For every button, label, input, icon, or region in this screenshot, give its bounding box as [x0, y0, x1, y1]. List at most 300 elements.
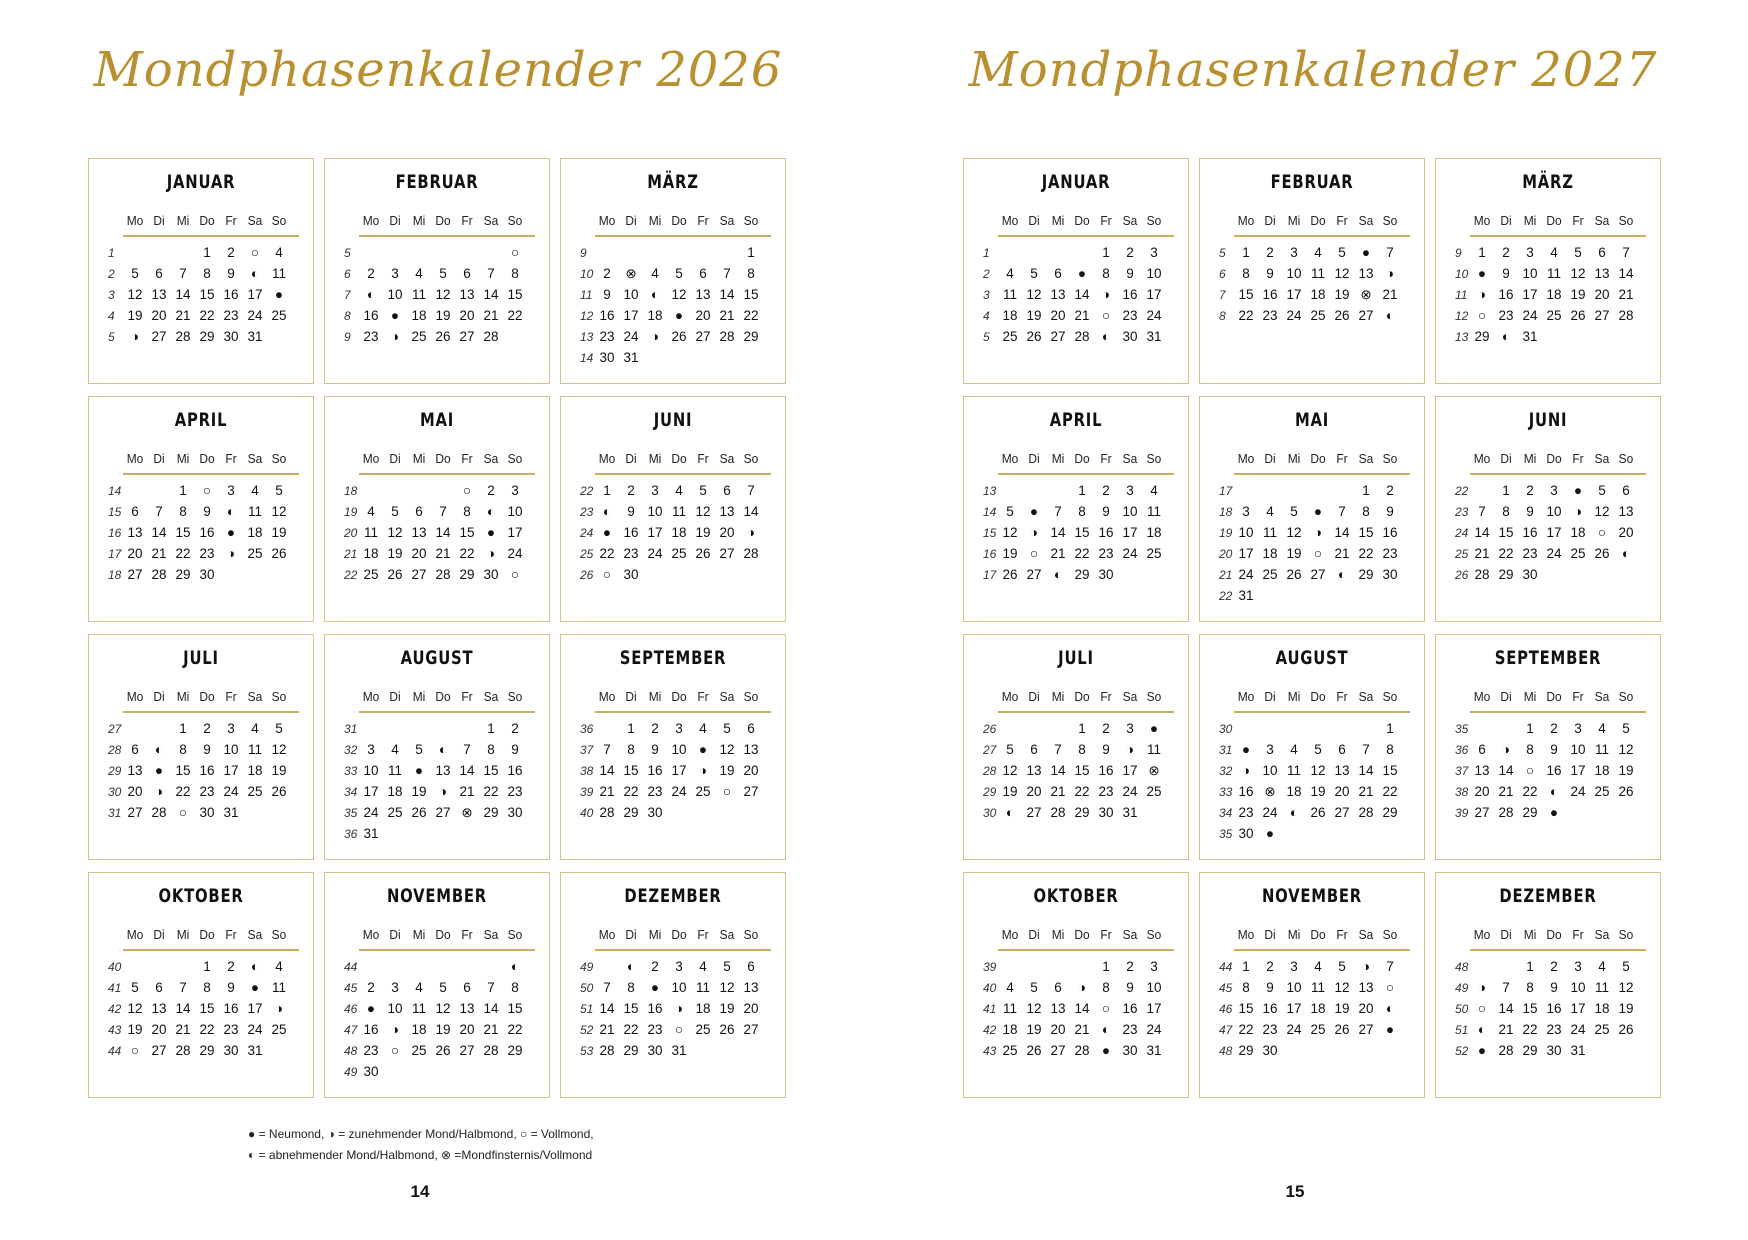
day-cell: 20 [1594, 287, 1610, 302]
day-cell [1566, 565, 1590, 585]
weekday-label: Di [1028, 451, 1040, 466]
day-cell: 16 [1238, 784, 1254, 799]
page-number: 14 [410, 1182, 430, 1201]
day-cell: 22 [1238, 1022, 1254, 1037]
day-cell: 31 [671, 1043, 687, 1058]
day-cell: 5 [723, 959, 731, 974]
day-cell: 23 [623, 546, 639, 561]
day-cell: 1 [1386, 721, 1394, 736]
week-row [575, 761, 775, 781]
day-cell: 25 [695, 1022, 711, 1037]
week-number: 21 [1219, 568, 1233, 582]
day-cell [1282, 719, 1306, 739]
day-cell: 15 [483, 763, 499, 778]
day-cell: ● [1477, 266, 1487, 281]
day-cell: 28 [1074, 1043, 1090, 1058]
week-number: 22 [1219, 589, 1233, 603]
day-cell [1046, 719, 1070, 739]
day-cell: 20 [1050, 308, 1066, 323]
day-cell: 2 [1386, 483, 1394, 498]
weekday-label: Sa [483, 927, 499, 942]
day-cell: 1 [1362, 483, 1370, 498]
day-cell: ○ [510, 245, 520, 260]
week-number: 5 [108, 330, 115, 344]
week-number: 5 [983, 330, 990, 344]
day-cell: 15 [1238, 287, 1254, 302]
week-number: 42 [983, 1023, 997, 1037]
week-row [1450, 740, 1650, 760]
day-cell: 19 [1618, 763, 1634, 778]
day-cell: 1 [1078, 483, 1086, 498]
weekday-label: Fr [697, 689, 709, 704]
day-cell: 7 [723, 266, 731, 281]
day-cell: 5 [415, 742, 423, 757]
month-card [963, 396, 1189, 622]
day-cell: ⊗ [625, 266, 637, 281]
week-number: 11 [580, 288, 593, 302]
day-cell: 4 [1266, 504, 1274, 519]
day-cell: 16 [223, 287, 239, 302]
week-row [339, 481, 539, 501]
week-row [339, 803, 539, 823]
day-cell: ◐ [1385, 308, 1395, 323]
day-cell [1614, 1041, 1638, 1061]
day-cell: 12 [271, 742, 287, 757]
day-cell: ● [226, 525, 236, 540]
day-cell: 21 [599, 1022, 615, 1037]
day-cell: 7 [747, 483, 755, 498]
weekday-label: Mo [1001, 689, 1019, 704]
day-cell: 28 [151, 805, 167, 820]
week-number: 10 [580, 267, 594, 281]
day-cell: 7 [179, 980, 187, 995]
day-cell: 19 [695, 525, 711, 540]
day-cell: 17 [1286, 287, 1302, 302]
weekday-label: So [507, 689, 523, 704]
day-cell [715, 243, 739, 263]
day-cell: 26 [1334, 308, 1350, 323]
day-cell: 2 [511, 721, 519, 736]
day-cell: 11 [1262, 525, 1277, 540]
day-cell [715, 565, 739, 585]
week-number: 8 [1219, 309, 1226, 323]
day-cell: 21 [1474, 546, 1490, 561]
day-cell: ◑ [1313, 525, 1323, 540]
month-name: MAI [419, 409, 455, 431]
day-cell [1542, 565, 1566, 585]
day-cell [1022, 719, 1046, 739]
weekday-label: Do [199, 689, 215, 704]
day-cell: 17 [1146, 1001, 1162, 1016]
day-cell: ○ [1385, 980, 1395, 995]
day-cell: 27 [1026, 805, 1042, 820]
week-number: 51 [580, 1002, 594, 1016]
day-cell [739, 1041, 763, 1061]
day-cell: ● [1029, 504, 1039, 519]
week-row [575, 285, 775, 305]
day-cell: 15 [1238, 1001, 1254, 1016]
day-cell: 26 [1594, 546, 1610, 561]
day-cell: 3 [1266, 742, 1274, 757]
day-cell [1354, 719, 1378, 739]
day-cell [407, 1062, 431, 1082]
day-cell: 26 [1310, 805, 1326, 820]
weekday-label: Mi [1051, 213, 1065, 228]
week-number: 17 [983, 568, 997, 582]
day-cell: 19 [1310, 784, 1326, 799]
day-cell: 8 [1526, 980, 1534, 995]
day-cell: 31 [1146, 1043, 1162, 1058]
week-row [339, 782, 539, 802]
week-row [1450, 1041, 1650, 1061]
day-cell: 24 [647, 546, 663, 561]
day-cell: 9 [1550, 980, 1558, 995]
day-cell: ● [1549, 805, 1559, 820]
day-cell [667, 565, 691, 585]
day-cell: 17 [1122, 763, 1138, 778]
day-cell: 30 [1122, 329, 1138, 344]
day-cell: ● [650, 980, 660, 995]
day-cell: 24 [1238, 567, 1254, 582]
day-cell: 3 [391, 980, 399, 995]
day-cell: 9 [511, 742, 519, 757]
day-cell: 3 [227, 483, 235, 498]
legend-line: ● = Neumond, ◑ = zunehmender Mond/Halbmond, ○ = Vollmond, [248, 1127, 594, 1141]
day-cell: 5 [1338, 959, 1346, 974]
week-number: 43 [108, 1023, 122, 1037]
week-number: 37 [580, 743, 594, 757]
weekday-label: So [743, 213, 759, 228]
weekday-label: Sa [1122, 451, 1138, 466]
day-cell: 11 [363, 525, 378, 540]
day-cell [1330, 719, 1354, 739]
week-row [978, 978, 1178, 998]
header-rule [123, 473, 299, 475]
weekday-header [1214, 689, 1414, 705]
day-cell [243, 565, 267, 585]
day-cell: 5 [275, 721, 283, 736]
day-cell: 4 [699, 959, 707, 974]
day-cell: 17 [1238, 546, 1254, 561]
header-rule [998, 473, 1174, 475]
header-rule [998, 235, 1174, 237]
day-cell: 2 [227, 959, 235, 974]
weekday-header [1214, 451, 1414, 467]
day-cell: 2 [1102, 483, 1110, 498]
day-cell [1046, 957, 1070, 977]
header-rule [1470, 711, 1646, 713]
day-cell: 10 [1570, 980, 1586, 995]
week-number: 36 [344, 827, 358, 841]
week-number: 51 [1455, 1023, 1469, 1037]
day-cell: 25 [411, 329, 427, 344]
day-cell: 23 [1522, 546, 1538, 561]
month-card [1435, 872, 1661, 1098]
week-number: 45 [1219, 981, 1233, 995]
day-cell: 5 [1574, 245, 1582, 260]
week-number: 31 [108, 806, 122, 820]
day-cell: 24 [1522, 308, 1538, 323]
day-cell: 11 [695, 980, 710, 995]
week-number: 41 [983, 1002, 997, 1016]
month-card [324, 396, 550, 622]
day-cell: 4 [415, 980, 423, 995]
day-cell: ◐ [602, 504, 612, 519]
weekday-label: Do [1074, 213, 1090, 228]
day-cell: 19 [435, 1022, 451, 1037]
day-cell [595, 957, 619, 977]
day-cell: 30 [1098, 567, 1114, 582]
week-number: 15 [108, 505, 122, 519]
day-cell [383, 957, 407, 977]
day-cell: 6 [1030, 742, 1038, 757]
weekday-label: Mi [412, 927, 426, 942]
week-number: 16 [983, 547, 997, 561]
day-cell: 25 [1310, 308, 1326, 323]
day-cell: 12 [1002, 763, 1018, 778]
weekday-label: Sa [247, 213, 263, 228]
day-cell: 24 [623, 329, 639, 344]
day-cell: ◐ [226, 504, 236, 519]
month-card [1199, 634, 1425, 860]
day-cell [715, 348, 739, 368]
day-cell: 30 [223, 1043, 239, 1058]
day-cell: 6 [1598, 245, 1606, 260]
weekday-label: Fr [225, 689, 237, 704]
day-cell: 14 [1498, 1001, 1514, 1016]
day-cell [1258, 719, 1282, 739]
week-number: 48 [1455, 960, 1469, 974]
weekday-header [1214, 213, 1414, 229]
day-cell: 27 [1594, 308, 1610, 323]
weekday-label: So [743, 927, 759, 942]
day-cell: 10 [671, 742, 687, 757]
day-cell: 2 [367, 980, 375, 995]
day-cell: 25 [411, 1043, 427, 1058]
day-cell: ◑ [650, 329, 660, 344]
weekday-header [1450, 213, 1650, 229]
day-cell: 22 [1382, 784, 1398, 799]
week-number: 9 [580, 246, 587, 260]
day-cell: 12 [1570, 266, 1586, 281]
weekday-label: Di [625, 927, 637, 942]
weekday-header [575, 689, 775, 705]
weekday-header [978, 927, 1178, 943]
day-cell: 27 [1474, 805, 1490, 820]
day-cell: ⊗ [461, 805, 473, 820]
weekday-label: So [743, 451, 759, 466]
week-row [1214, 1020, 1414, 1040]
week-row [339, 1020, 539, 1040]
day-cell: 3 [1150, 245, 1158, 260]
day-cell: 19 [127, 1022, 143, 1037]
week-row [103, 978, 303, 998]
day-cell: 5 [1290, 504, 1298, 519]
week-row [1450, 544, 1650, 564]
weekday-label: Mo [598, 927, 616, 942]
day-cell: 8 [747, 266, 755, 281]
day-cell: 28 [483, 1043, 499, 1058]
day-cell: 1 [1526, 721, 1534, 736]
day-cell: 1 [1102, 959, 1110, 974]
page-2027 [963, 0, 1663, 1240]
week-number: 52 [1455, 1044, 1469, 1058]
day-cell [1542, 327, 1566, 347]
day-cell: 10 [623, 287, 639, 302]
week-number: 13 [1455, 330, 1469, 344]
week-number: 50 [1455, 1002, 1469, 1016]
day-cell: 30 [199, 567, 215, 582]
day-cell: 20 [1334, 784, 1350, 799]
weekday-label: Mo [1001, 451, 1019, 466]
day-cell [1070, 957, 1094, 977]
day-cell: 1 [1102, 245, 1110, 260]
weekday-label: Do [435, 689, 451, 704]
month-name: OKTOBER [1033, 885, 1119, 907]
day-cell: 10 [1122, 504, 1138, 519]
day-cell: ◑ [390, 329, 400, 344]
weekday-label: Mi [1523, 213, 1537, 228]
day-cell: 14 [1050, 763, 1066, 778]
day-cell [407, 481, 431, 501]
day-cell: 10 [1262, 763, 1278, 778]
week-number: 38 [580, 764, 594, 778]
day-cell: 5 [1338, 245, 1346, 260]
week-row [1450, 719, 1650, 739]
day-cell: 13 [1358, 980, 1374, 995]
week-row [339, 999, 539, 1019]
day-cell: 18 [647, 308, 663, 323]
day-cell: 26 [1026, 1043, 1042, 1058]
month-name: FEBRUAR [1270, 171, 1354, 193]
week-number: 33 [1219, 785, 1233, 799]
weekday-label: Fr [1100, 213, 1112, 228]
week-row [575, 957, 775, 977]
week-number: 35 [344, 806, 358, 820]
day-cell: 28 [599, 805, 615, 820]
day-cell: ◑ [1501, 742, 1511, 757]
day-cell: 1 [487, 721, 495, 736]
day-cell: 13 [1050, 1001, 1066, 1016]
day-cell: 2 [1102, 721, 1110, 736]
week-number: 44 [344, 960, 358, 974]
weekday-label: Mi [648, 451, 662, 466]
day-cell: 21 [1358, 784, 1374, 799]
day-cell: 3 [511, 483, 519, 498]
day-cell: 26 [1026, 329, 1042, 344]
day-cell [383, 1062, 407, 1082]
week-row [103, 264, 303, 284]
day-cell: 12 [1334, 266, 1350, 281]
day-cell: 19 [127, 308, 143, 323]
week-row [1214, 565, 1414, 585]
day-cell: ○ [1597, 525, 1607, 540]
day-cell: 13 [1358, 266, 1374, 281]
week-number: 7 [344, 288, 351, 302]
day-cell: 12 [1310, 763, 1326, 778]
day-cell: 13 [151, 287, 167, 302]
day-cell: 13 [127, 525, 143, 540]
day-cell [1590, 327, 1614, 347]
day-cell: 28 [175, 329, 191, 344]
day-cell: 1 [203, 245, 211, 260]
week-row [103, 243, 303, 263]
week-row [575, 502, 775, 522]
day-cell: 17 [1570, 1001, 1586, 1016]
day-cell: 30 [1522, 567, 1538, 582]
day-cell: 2 [367, 266, 375, 281]
day-cell: 25 [271, 1022, 287, 1037]
day-cell: 19 [271, 763, 287, 778]
day-cell: ◐ [438, 742, 448, 757]
day-cell: 16 [1098, 525, 1114, 540]
day-cell: 4 [1006, 266, 1014, 281]
day-cell: ◐ [1549, 784, 1559, 799]
day-cell: 23 [647, 784, 663, 799]
header-rule [359, 235, 535, 237]
day-cell: 6 [463, 266, 471, 281]
weekday-label: So [1146, 451, 1162, 466]
day-cell: 24 [1570, 1022, 1586, 1037]
week-number: 17 [1219, 484, 1233, 498]
week-number: 39 [580, 785, 594, 799]
day-cell: 28 [1474, 567, 1490, 582]
day-cell: 20 [1050, 1022, 1066, 1037]
day-cell: ◑ [274, 1001, 284, 1016]
day-cell: 8 [1386, 742, 1394, 757]
week-number: 25 [1455, 547, 1469, 561]
day-cell: 30 [623, 567, 639, 582]
weekday-label: Fr [697, 213, 709, 228]
day-cell: ⊗ [1148, 763, 1160, 778]
weekday-label: Mo [1237, 689, 1255, 704]
day-cell: 16 [1098, 763, 1114, 778]
week-row [1214, 999, 1414, 1019]
day-cell: 8 [511, 980, 519, 995]
day-cell: 14 [483, 1001, 499, 1016]
week-row [978, 264, 1178, 284]
day-cell: ● [390, 308, 400, 323]
week-number: 2 [983, 267, 990, 281]
day-cell [359, 957, 383, 977]
week-number: 26 [983, 722, 997, 736]
day-cell: 4 [1314, 245, 1322, 260]
weekday-header [1214, 927, 1414, 943]
day-cell: 5 [439, 266, 447, 281]
day-cell [1330, 1041, 1354, 1061]
week-row [978, 803, 1178, 823]
day-cell: ◐ [1385, 1001, 1395, 1016]
day-cell: ● [674, 308, 684, 323]
weekday-header [575, 927, 775, 943]
day-cell: 1 [203, 959, 211, 974]
day-cell: 6 [463, 980, 471, 995]
weekday-label: Do [1546, 451, 1562, 466]
day-cell: 22 [459, 546, 475, 561]
day-cell: 22 [1498, 546, 1514, 561]
day-cell: 8 [1242, 980, 1250, 995]
day-cell [407, 719, 431, 739]
day-cell: ◑ [1029, 525, 1039, 540]
weekday-label: Sa [483, 689, 499, 704]
week-row [1214, 306, 1414, 326]
weekday-label: Di [1500, 451, 1512, 466]
day-cell [383, 243, 407, 263]
day-cell: 8 [463, 504, 471, 519]
month-name: NOVEMBER [386, 885, 488, 907]
day-cell: 9 [1550, 742, 1558, 757]
day-cell: 15 [1074, 763, 1090, 778]
